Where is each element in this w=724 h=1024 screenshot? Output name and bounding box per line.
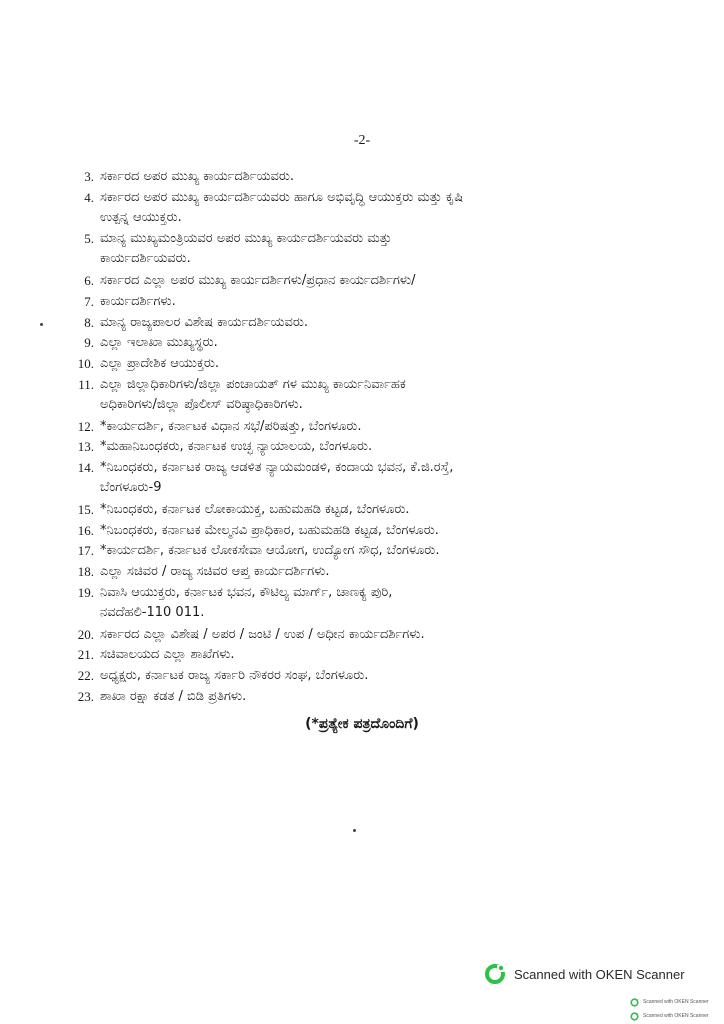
list-item-line: ಶಾಖಾ ರಕ್ಷಾ ಕಡತ / ಬಿಡಿ ಪ್ರತಿಗಳು.	[100, 689, 247, 704]
list-item-number: 9.	[84, 335, 94, 351]
list-item-line: ಮಾನ್ಯ ರಾಜ್ಯಪಾಲರ ವಿಶೇಷ ಕಾರ್ಯದರ್ಶಿಯವರು.	[100, 314, 308, 330]
list-item-line: ಅಧಿಕಾರಿಗಳು/ಜಿಲ್ಲಾ ಪೊಲೀಸ್ ವರಿಷ್ಠಾಧಿಕಾರಿಗಳು.	[100, 397, 303, 412]
list-item-number: 23.	[77, 689, 94, 704]
list-item-line: ನಿವಾಸಿ ಆಯುಕ್ತರು, ಕರ್ನಾಟಕ ಭವನ, ಕೌಟಿಲ್ಯ ಮಾರ್ಗ್, ಚಾಣಕ್ಯ ಪುರಿ,	[100, 585, 393, 600]
list-item-text	[100, 687, 690, 707]
page-number: -2-	[353, 133, 371, 148]
list-item-text	[100, 666, 690, 686]
list-item-number: 6.	[84, 273, 94, 288]
list-item-line: ಬೆಂಗಳೂರು-9	[100, 480, 162, 496]
list-item-line: *ಕಾರ್ಯದರ್ಶಿ, ಕರ್ನಾಟಕ ಲೋಕಸೇವಾ ಆಯೋಗ, ಉದ್ಯೋಗ ಸೌಧ, ಬೆಂಗಳೂರು.	[100, 543, 440, 559]
list-item-text	[100, 521, 690, 541]
list-item-line: ಅಧ್ಯಕ್ಷರು, ಕರ್ನಾಟಕ ರಾಜ್ಯ ಸರ್ಕಾರಿ ನೌಕರರ ಸಂಘ, ಬೆಂಗಳೂರು.	[100, 668, 369, 684]
scanner-watermark	[484, 963, 685, 985]
list-item-line: ಎಲ್ಲಾ ಸಚಿವರ / ರಾಜ್ಯ ಸಚಿವರ ಆಪ್ತ ಕಾರ್ಯದರ್ಶಿಗಳು.	[100, 564, 330, 580]
list-item-text	[100, 333, 690, 353]
list-item-number: 21.	[77, 647, 94, 663]
list-item-text	[100, 625, 690, 645]
list-item-text	[100, 188, 690, 228]
list-item-line: ಎಲ್ಲಾ ಪ್ರಾದೇಶಿಕ ಆಯುಕ್ತರು.	[100, 356, 220, 372]
list-item-number: 3.	[84, 169, 94, 184]
list-item-text	[100, 500, 690, 520]
scanner-label-small: Scanned with OKEN Scanner	[643, 999, 709, 1005]
oken-scanner-logo-icon	[484, 963, 506, 985]
list-item-line: ಸರ್ಕಾರದ ಎಲ್ಲಾ ವಿಶೇಷ / ಅಪರ / ಜಂಟಿ / ಉಪ / ಅಧೀನ ಕಾರ್ಯದರ್ಶಿಗಳು.	[100, 626, 425, 642]
list-item-text	[100, 562, 690, 582]
list-item-number: 17.	[77, 543, 94, 559]
list-item-number: 10.	[77, 356, 94, 372]
footnote: (*ಪ್ರತ್ಯೇಕ ಪತ್ರದೊಂದಿಗೆ)	[305, 716, 419, 732]
list-item-number: 19.	[77, 585, 94, 600]
list-item-line: *ನಿಬಂಧಕರು, ಕರ್ನಾಟಕ ಲೋಕಾಯುಕ್ತ, ಬಹುಮಹಡಿ ಕಟ್ಟಡ, ಬೆಂಗಳೂರು.	[100, 501, 410, 517]
list-item-text	[100, 271, 690, 291]
list-item-text	[100, 375, 690, 415]
list-item-number: 5.	[84, 231, 94, 247]
list-item-text	[100, 167, 690, 187]
list-item-number: 8.	[84, 314, 94, 330]
list-item-text	[100, 437, 690, 457]
list-item-line: ಕಾರ್ಯದರ್ಶಿಯವರು.	[100, 251, 191, 267]
list-item-number: 16.	[77, 522, 94, 538]
list-item-text	[100, 313, 690, 333]
list-item-line: ಕಾರ್ಯದರ್ಶಿಗಳು.	[100, 293, 176, 309]
list-item-line: ಸರ್ಕಾರದ ಅಪರ ಮುಖ್ಯ ಕಾರ್ಯದರ್ಶಿಯವರು ಹಾಗೂ ಅಭಿವೃದ್ಧಿ ಆಯುಕ್ತರು ಮತ್ತು ಕೃಷಿ	[100, 189, 464, 205]
list-item-line: ನವದೆಹಲಿ-110 011.	[100, 605, 205, 620]
list-item-number: 18.	[77, 564, 94, 580]
list-item-line: ಮಾನ್ಯ ಮುಖ್ಯಮಂತ್ರಿಯವರ ಅಪರ ಮುಖ್ಯ ಕಾರ್ಯದರ್ಶಿಯವರು ಮತ್ತು	[100, 231, 392, 247]
list-item-number: 13.	[77, 439, 94, 455]
list-item-line: ಉತ್ಪನ್ನ ಆಯುಕ್ತರು.	[100, 209, 182, 225]
list-item-text	[100, 458, 690, 498]
list-item-line: *ನಿಬಂಧಕರು, ಕರ್ನಾಟಕ ರಾಜ್ಯ ಆಡಳಿತ ನ್ಯಾಯಮಂಡಳಿ, ಕಂದಾಯ ಭವನ, ಕೆ.ಜಿ.ರಸ್ತೆ,	[100, 460, 454, 476]
list-item-text	[100, 541, 690, 561]
scanner-watermark-small-2	[630, 1011, 709, 1021]
list-item-line: *ಕಾರ್ಯದರ್ಶಿ, ಕರ್ನಾಟಕ ವಿಧಾನ ಸಭೆ/ಪರಿಷತ್ತು, ಬೆಂಗಳೂರು.	[100, 418, 362, 434]
scan-speck	[40, 323, 43, 326]
list-item-text	[100, 229, 690, 269]
list-item-line: ಸಚಿವಾಲಯದ ಎಲ್ಲಾ ಶಾಖೆಗಳು.	[100, 647, 235, 663]
scanner-label: Scanned with OKEN Scanner	[514, 966, 685, 982]
list-item-number: 4.	[84, 189, 94, 205]
list-item-number: 20.	[77, 626, 94, 642]
scanner-watermark-small-1	[630, 997, 709, 1007]
oken-scanner-logo-icon	[630, 998, 639, 1007]
list-item-line: *ಮಹಾನಿಬಂಧಕರು, ಕರ್ನಾಟಕ ಉಚ್ಛ ನ್ಯಾಯಾಲಯ, ಬೆಂಗಳೂರು.	[100, 439, 373, 455]
list-item-number: 11.	[78, 377, 94, 392]
list-item-number: 7.	[84, 293, 94, 309]
list-item-text	[100, 645, 690, 665]
list-item-number: 14.	[77, 460, 94, 476]
list-item-text	[100, 583, 690, 623]
list-item-line: ಸರ್ಕಾರದ ಅಪರ ಮುಖ್ಯ ಕಾರ್ಯದರ್ಶಿಯವರು.	[100, 169, 295, 184]
list-item-line: ಎಲ್ಲಾ ಇಲಾಖಾ ಮುಖ್ಯಸ್ಥರು.	[100, 335, 218, 351]
list-item-number: 22.	[77, 668, 94, 684]
list-item-text	[100, 292, 690, 312]
scanner-label-small: Scanned with OKEN Scanner	[643, 1013, 709, 1019]
oken-scanner-logo-icon	[630, 1012, 639, 1021]
list-item-text	[100, 354, 690, 374]
scan-speck	[353, 829, 356, 832]
list-item-number: 15.	[77, 501, 94, 517]
list-item-line: ಸರ್ಕಾರದ ಎಲ್ಲಾ ಅಪರ ಮುಖ್ಯ ಕಾರ್ಯದರ್ಶಿಗಳು/ಪ್ರಧಾನ ಕಾರ್ಯದರ್ಶಿಗಳು/	[100, 273, 416, 288]
list-item-number: 12.	[77, 418, 94, 434]
list-item-line: ಎಲ್ಲಾ ಜಿಲ್ಲಾಧಿಕಾರಿಗಳು/ಜಿಲ್ಲಾ ಪಂಚಾಯತ್ ಗಳ ಮುಖ್ಯ ಕಾರ್ಯನಿರ್ವಾಹಕ	[100, 377, 406, 392]
list-item-line: *ನಿಬಂಧಕರು, ಕರ್ನಾಟಕ ಮೇಲ್ಮನವಿ ಪ್ರಾಧಿಕಾರ, ಬಹುಮಹಡಿ ಕಟ್ಟಡ, ಬೆಂಗಳೂರು.	[100, 522, 439, 538]
list-item-text	[100, 417, 690, 437]
